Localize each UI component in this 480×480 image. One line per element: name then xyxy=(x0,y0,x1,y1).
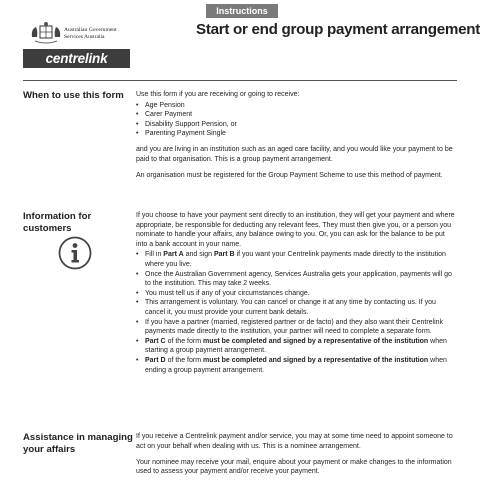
list-item: • Once the Australian Government agency, Services Australia gets your application, payments will go to the institution. This may take 2 weeks. xyxy=(136,270,456,289)
paragraph: An organisation must be registered for the Group Payment Scheme to use this method of payment. xyxy=(136,171,443,179)
instructions-tab: Instructions xyxy=(206,4,278,18)
section-heading: Assistance in managing your affairs xyxy=(23,432,133,455)
brand-name: centrelink xyxy=(45,51,108,66)
government-line: Australian Government xyxy=(64,27,117,33)
page-title: Start or end group payment arrangement xyxy=(196,21,480,38)
list-item: • If you have a partner (married, registered partner or de facto) and they also want their Centrelink payments made directly to the institution, your partner will need to complete a separate form. xyxy=(136,318,456,337)
paragraph: and you are living in an institution such as an aged care facility, and you would like your payment to be paid to that organisation. This is a group payment arrangement. xyxy=(136,146,453,163)
paragraph: Your nominee may receive your mail, enquire about your payment or make changes to the information used to assess your payment and/or receive your payment. xyxy=(136,458,452,476)
paragraph: If you receive a Centrelink payment and/or service, you may at some time need to appoint someone to act on your behalf when dealing with us. This is a nominee arrangement. xyxy=(136,433,453,450)
government-wordmark xyxy=(64,27,117,41)
section-body xyxy=(136,432,456,480)
info-list xyxy=(136,250,456,375)
list-item: • Parenting Payment Single xyxy=(136,129,456,139)
intro-text: Use this form if you are receiving or going to receive: xyxy=(136,91,300,98)
section-body xyxy=(136,90,456,187)
info-icon xyxy=(58,236,92,270)
agency-line: Services Australia xyxy=(64,34,105,40)
list-item: • Part D of the form must be completed and signed by a representative of the institution when ending a group payment arrangement. xyxy=(136,356,456,375)
list-item: • Carer Payment xyxy=(136,110,456,120)
payment-list xyxy=(136,101,456,139)
section-heading: Information for customers xyxy=(23,211,92,234)
section-body xyxy=(136,211,456,375)
list-item: • You must tell us if any of your circumstances change. xyxy=(136,289,456,299)
brand-logo xyxy=(23,49,130,68)
page-header xyxy=(0,0,480,80)
list-item: • This arrangement is voluntary. You can cancel or change it at any time by contacting us. If you cancel it, you must provide your current bank details. xyxy=(136,298,456,317)
header-divider xyxy=(23,80,457,81)
list-item: • Disability Support Pension, or xyxy=(136,120,456,130)
list-item: • Age Pension xyxy=(136,101,456,111)
list-item: • Fill in Part A and sign Part B if you want your Centrelink payments made directly to the institution where you live. xyxy=(136,250,456,269)
paragraph: If you choose to have your payment sent directly to an institution, they will get your payment and where appropriate, be responsible for deducting any relevant fees. They must then give you, or a person you nominate to handle your affairs, any balance owing to you. Or, you can ask for the balance to be put into a bank account in your name. xyxy=(136,212,455,248)
coat-of-arms-icon xyxy=(29,21,63,45)
list-item: • Part C of the form must be completed and signed by a representative of the institution when starting a group payment arrangement. xyxy=(136,337,456,356)
section-heading: When to use this form xyxy=(23,90,124,101)
